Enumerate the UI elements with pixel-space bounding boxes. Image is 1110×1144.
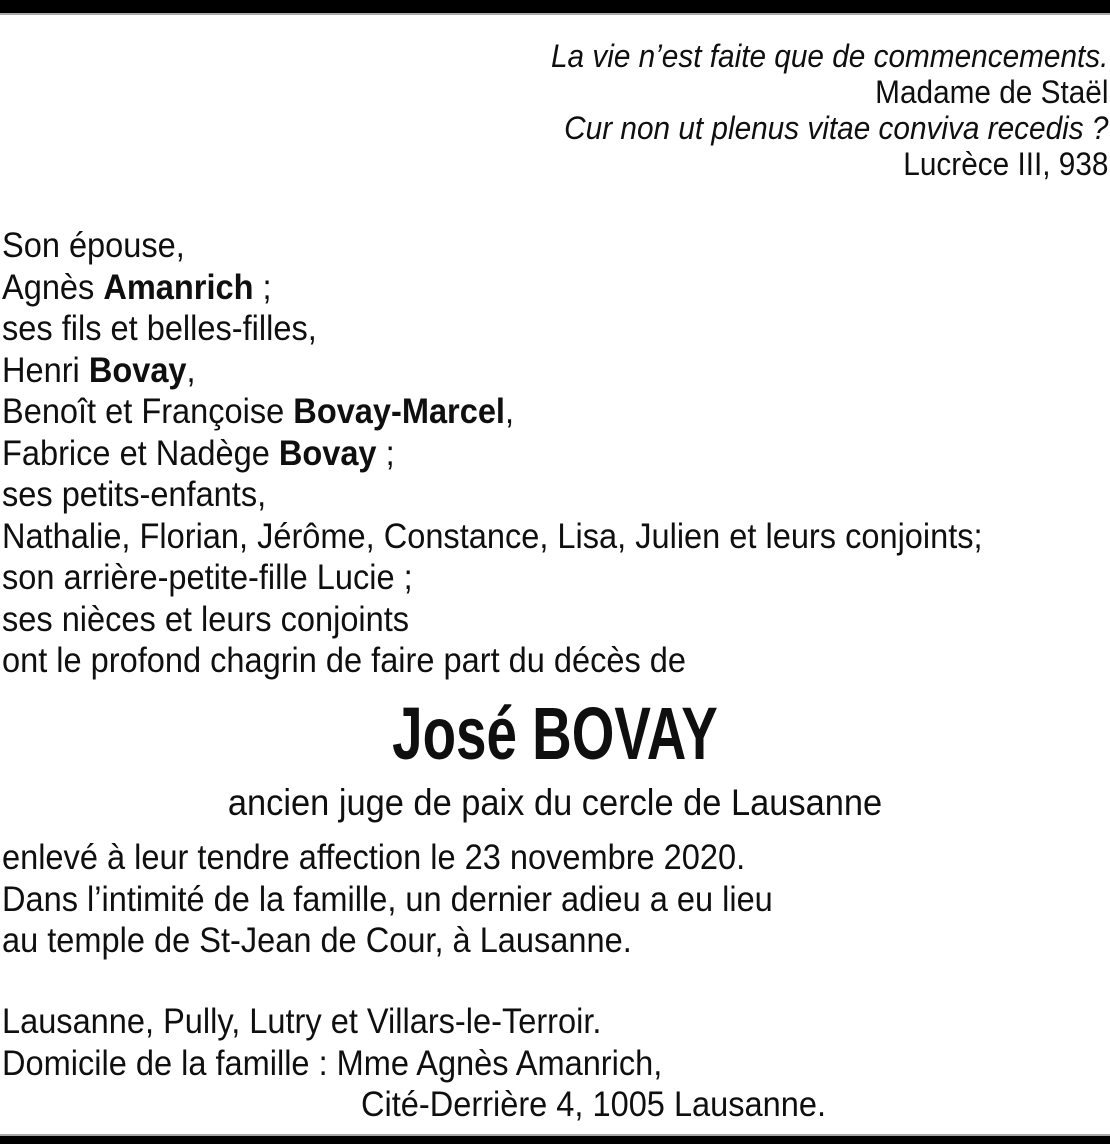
address-line-family-domicile: Domicile de la famille : Mme Agnès Amanrich, xyxy=(2,1043,663,1083)
family-line-nieces: ses nièces et leurs conjoints xyxy=(2,599,410,639)
announcement-line-temple: au temple de St-Jean de Cour, à Lausanne. xyxy=(2,921,632,960)
address-line-cities: Lausanne, Pully, Lutry et Villars-le-Terroir. xyxy=(2,1002,602,1041)
family-notice xyxy=(2,225,983,682)
epigraph-attribution-latin: Lucrèce III, 938 xyxy=(902,146,1108,182)
epigraph-quote-latin: Cur non ut plenus vitae conviva recedis ? xyxy=(563,110,1108,146)
family-line-son-fabrice: Fabrice et Nadège Bovay ; xyxy=(2,433,395,473)
address-line-street: Cité-Derrière 4, 1005 Lausanne. xyxy=(360,1085,826,1124)
family-line-spouse-intro: Son épouse, xyxy=(2,226,185,265)
bottom-border-bar xyxy=(0,1134,1110,1144)
family-line-grief-statement: ont le profond chagrin de faire part du décès de xyxy=(2,641,687,680)
family-line-son-henri: Henri Bovay, xyxy=(2,350,196,390)
epigraph-attribution-french: Madame de Staël xyxy=(874,74,1108,110)
family-line-grandchildren-intro: ses petits-enfants, xyxy=(2,475,267,514)
announcement-line-death-date: enlevé à leur tendre affection le 23 novembre 2020. xyxy=(2,838,746,877)
announcement-paragraph xyxy=(2,837,773,962)
family-line-sons-intro: ses fils et belles-filles, xyxy=(2,309,317,348)
family-line-son-benoit: Benoît et Françoise Bovay-Marcel, xyxy=(2,392,515,431)
deceased-title: ancien juge de paix du cercle de Lausanne xyxy=(227,782,883,823)
epigraph-quote-french: La vie n’est faite que de commencements. xyxy=(550,38,1108,74)
announcement-line-private-farewell: Dans l’intimité de la famille, un dernier adieu a eu lieu xyxy=(2,879,773,919)
family-line-grandchildren-names: Nathalie, Florian, Jérôme, Constance, Lisa, Julien et leurs conjoints; xyxy=(2,516,983,556)
addresses-paragraph xyxy=(2,1001,826,1126)
top-border-bar xyxy=(0,0,1110,15)
family-line-great-granddaughter: son arrière-petite-fille Lucie ; xyxy=(2,558,413,597)
epigraph-block xyxy=(551,38,1108,182)
deceased-name: José BOVAY xyxy=(392,692,718,775)
family-line-spouse-name: Agnès Amanrich ; xyxy=(2,267,272,307)
